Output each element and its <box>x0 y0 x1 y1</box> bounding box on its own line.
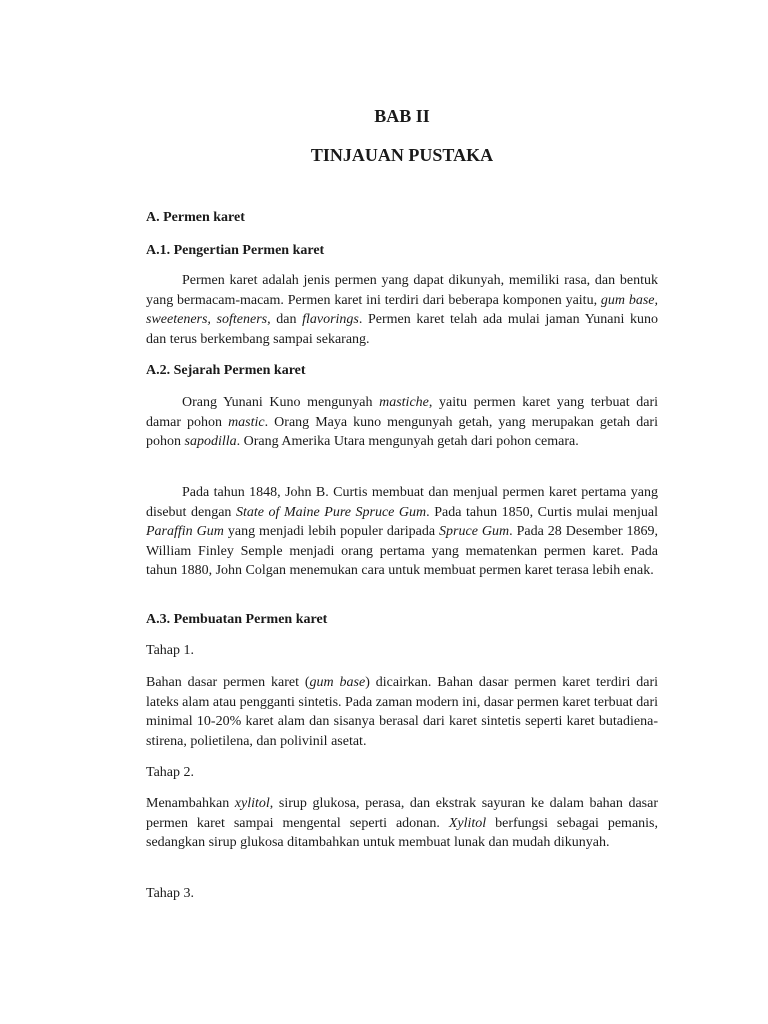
step-2-paragraph: Menambahkan xylitol, sirup glukosa, perasa, dan ekstrak sayuran ke dalam bahan dasar permen karet sampai mengental seperti adonan. Xylitol berfungsi sebagai pemanis, sedangkan sirup glukosa ditambahkan untuk membuat lunak dan mudah dikunyah. <box>146 796 658 850</box>
a2-paragraph-1: Orang Yunani Kuno mengunyah mastiche, yaitu permen karet yang terbuat dari damar pohon mastic. Orang Maya kuno mengunyah getah, yang merupakan getah dari pohon sapodilla. Orang Amerika Utara mengunyah getah dari pohon cemara. <box>146 395 658 449</box>
a1-paragraph: Permen karet adalah jenis permen yang dapat dikunyah, memiliki rasa, dan bentuk yang bermacam-macam. Permen karet ini terdiri dari beberapa komponen yaitu, gum base, sweeteners, softeners, dan flavorings. Permen karet telah ada mulai jaman Yunani kuno dan terus berkembang sampai sekarang. <box>146 273 658 347</box>
step-1-label: Tahap 1. <box>146 643 195 658</box>
section-a-heading: A. Permen karet <box>146 210 245 225</box>
a2-paragraph-2: Pada tahun 1848, John B. Curtis membuat dan menjual permen karet pertama yang disebut dengan State of Maine Pure Spruce Gum. Pada tahun 1850, Curtis mulai menjual Paraffin Gum yang menjadi lebih populer daripada Spruce Gum. Pada 28 Desember 1869, William Finley Semple menjadi orang pertama yang mematenkan permen karet. Pada tahun 1880, John Colgan menemukan cara untuk membuat permen karet terasa lebih enak. <box>146 485 658 578</box>
step-3-label: Tahap 3. <box>146 886 195 901</box>
chapter-title: TINJAUAN PUSTAKA <box>310 145 494 165</box>
step-2-label: Tahap 2. <box>146 765 195 780</box>
chapter-number: BAB II <box>374 106 430 126</box>
section-a1-heading: A.1. Pengertian Permen karet <box>146 243 325 258</box>
step-1-paragraph: Bahan dasar permen karet (gum base) dicairkan. Bahan dasar permen karet terdiri dari lateks alam atau pengganti sintetis. Pada zaman modern ini, dasar permen karet terbuat dari minimal 10-20% karet alam dan sisanya berasal dari karet sintetis seperti karet butadiena-stirena, polietilena, dan polivinil asetat. <box>146 675 658 749</box>
section-a3-heading: A.3. Pembuatan Permen karet <box>146 612 328 627</box>
section-a2-heading: A.2. Sejarah Permen karet <box>146 363 306 378</box>
